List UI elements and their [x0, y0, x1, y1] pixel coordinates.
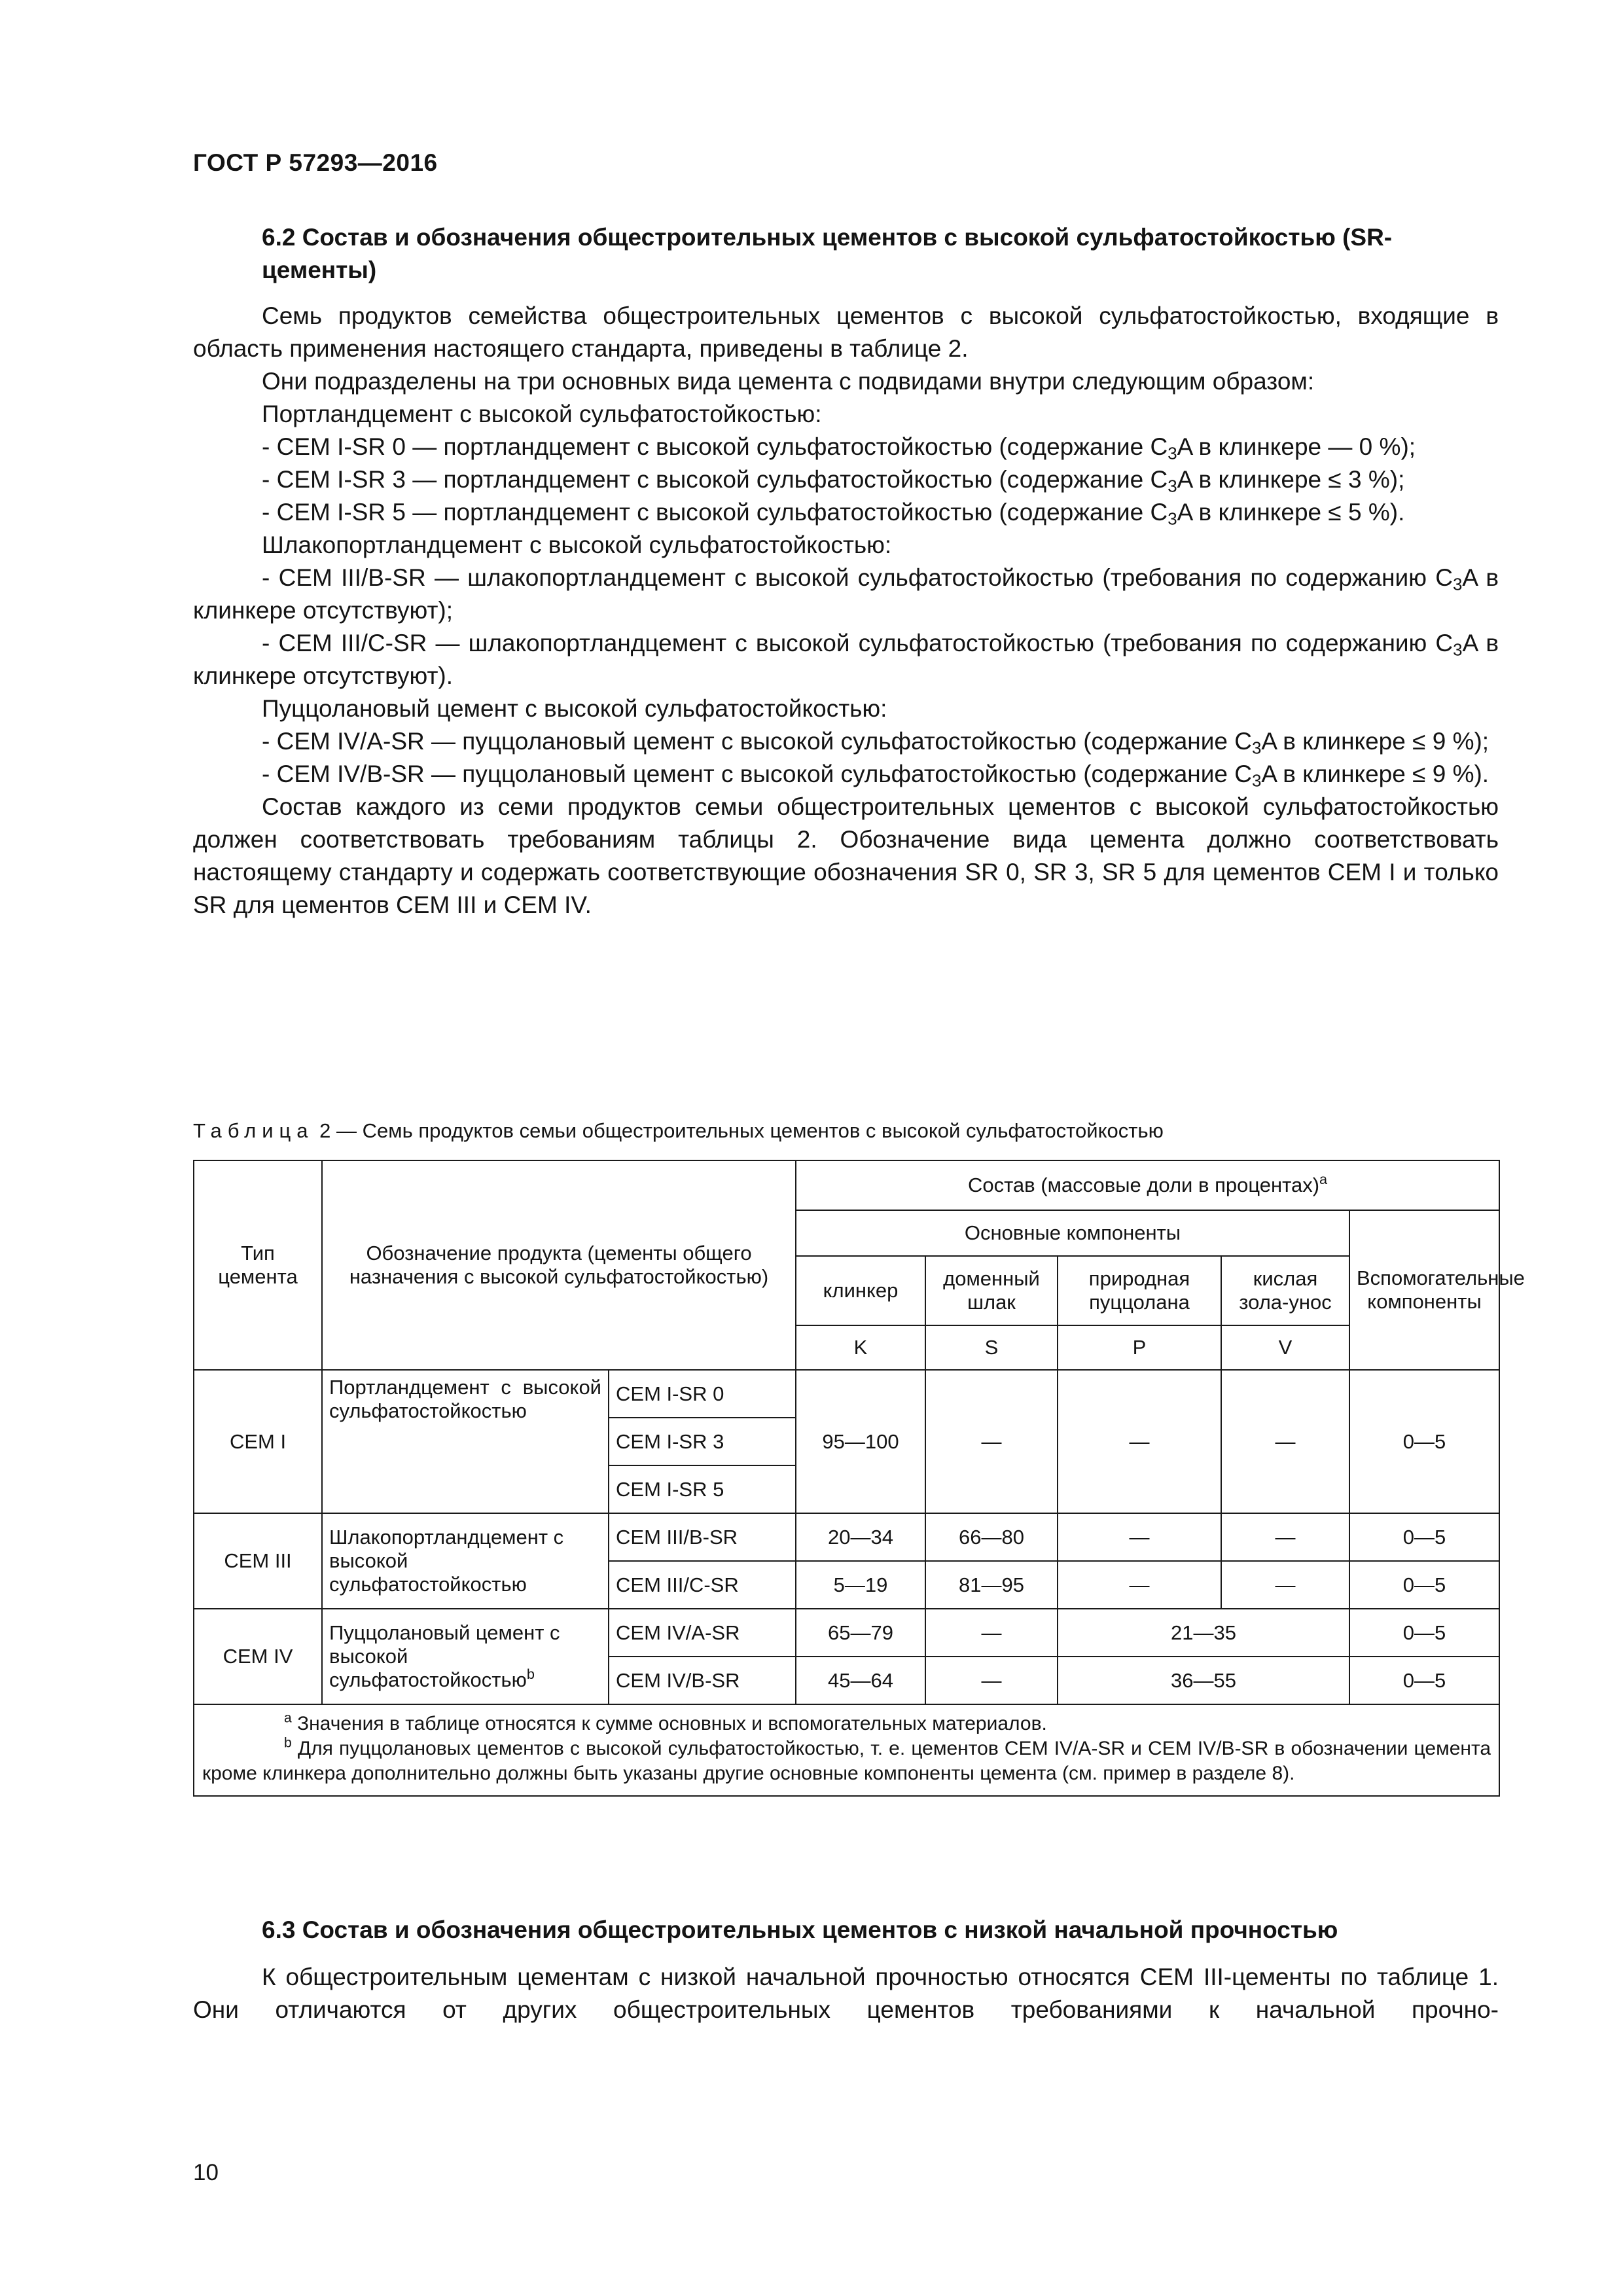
- value-cell: 0—5: [1349, 1609, 1499, 1657]
- list-item: - CEM III/C-SR — шлакопортландцемент с высокой сульфатостойкостью (требования по содержанию $C_3A$ в клинкере отсутствуют).: [193, 630, 1499, 689]
- value-cell: 5—19: [796, 1561, 925, 1609]
- section-6-3-body: [193, 1961, 1499, 2026]
- header-cement-type: Тип цемента: [194, 1160, 322, 1370]
- paragraph: Состав каждого из семи продуктов семьи общестроительных цементов с высокой сульфатостойкостью должен соответствовать требованиям таблицы 2. Обозначение вида цемента должно соответствовать настоящему стандарту и содержать соответствующие обозначения SR 0, SR 3, SR 5 для цементов CEM I и только SR для цементов CEM III и CEM IV.: [193, 793, 1499, 918]
- symbol-s: S: [925, 1325, 1058, 1370]
- value-cell: 36—55: [1058, 1657, 1349, 1704]
- list-item: - CEM I-SR 5 — портландцемент с высокой сульфатостойкостью (содержание $C_3A$ в клинкере ≤ 5 %).: [262, 499, 1405, 529]
- header-auxiliary-components: Вспомогательные компоненты: [1349, 1210, 1499, 1370]
- header-blast-furnace-slag: доменный шлак: [925, 1256, 1058, 1325]
- value-cell: —: [1221, 1561, 1349, 1609]
- section-6-2-title: 6.2 Состав и обозначения общестроительных цементов с высокой сульфатостойкостью (SR-цементы): [262, 224, 1393, 283]
- paragraph: Шлакопортландцемент с высокой сульфатостойкостью:: [262, 531, 892, 558]
- value-cell: 0—5: [1349, 1657, 1499, 1704]
- value-cell: —: [925, 1609, 1058, 1657]
- designation-cell: CEM IV/A-SR: [609, 1609, 796, 1657]
- value-cell: 81—95: [925, 1561, 1058, 1609]
- value-cell: 0—5: [1349, 1561, 1499, 1609]
- table-row: [194, 1609, 1499, 1657]
- designation-cell: CEM I-SR 3: [609, 1418, 796, 1465]
- list-item: - CEM IV/B-SR — пуццолановый цемент с высокой сульфатостойкостью (содержание $C_3A$ в клинкере ≤ 9 %).: [262, 761, 1489, 791]
- designation-cell: CEM I-SR 0: [609, 1370, 796, 1418]
- section-6-3-title: 6.3 Состав и обозначения общестроительных цементов с низкой начальной прочностью: [262, 1916, 1338, 1943]
- paragraph: Семь продуктов семейства общестроительных цементов с высокой сульфатостойкостью, входящие в область применения настоящего стандарта, приведены в таблице 2.: [193, 302, 1499, 362]
- cement-type-cem-iv: CEM IV: [194, 1609, 322, 1704]
- paragraph: Портландцемент с высокой сульфатостойкостью:: [262, 401, 822, 427]
- header-composition: Состав (массовые доли в процентах)$^a$: [796, 1160, 1499, 1210]
- value-cell: —: [1221, 1513, 1349, 1561]
- value-cell: 66—80: [925, 1513, 1058, 1561]
- value-cell: 95—100: [796, 1370, 925, 1513]
- designation-cell: CEM IV/B-SR: [609, 1657, 796, 1704]
- value-cell: 0—5: [1349, 1370, 1499, 1513]
- value-cell: —: [1058, 1513, 1221, 1561]
- list-item: - CEM I-SR 3 — портландцемент с высокой сульфатостойкостью (содержание $C_3A$ в клинкере ≤ 3 %);: [262, 466, 1405, 496]
- header-main-components: Основные компоненты: [796, 1210, 1349, 1256]
- designation-cell: CEM III/B-SR: [609, 1513, 796, 1561]
- table-row: [194, 1513, 1499, 1561]
- header-siliceous-fly-ash: кислая зола-унос: [1221, 1256, 1349, 1325]
- table-note-a: $^a$ Значения в таблице относятся к сумме основных и вспомогательных материалов.: [284, 1710, 1047, 1734]
- value-cell: —: [1058, 1370, 1221, 1513]
- paragraph: К общестроительным цементам с низкой начальной прочностью относятся CEM III-цементы по таблице 1. Они отличаются от других общестроительных цементов требованиями к начальной прочно-: [193, 1964, 1499, 2023]
- page-number: 10: [193, 2160, 219, 2185]
- section-6-2-body: [193, 300, 1499, 922]
- symbol-k: K: [796, 1325, 925, 1370]
- value-cell: —: [1221, 1370, 1349, 1513]
- cement-type-cem-iii: CEM III: [194, 1513, 322, 1609]
- product-name-pozzolanic: Пуццолановый цемент с высокой сульфатостойкостью$^b$: [322, 1609, 609, 1704]
- sr-cements-table: [193, 1160, 1525, 1797]
- table-row: [194, 1370, 1499, 1418]
- list-item: - CEM III/B-SR — шлакопортландцемент с высокой сульфатостойкостью (требования по содержанию $C_3A$ в клинкере отсутствуют);: [193, 564, 1499, 624]
- value-cell: —: [1058, 1561, 1221, 1609]
- designation-cell: CEM III/C-SR: [609, 1561, 796, 1609]
- table-notes-row: [194, 1704, 1499, 1796]
- header-clinker: клинкер: [796, 1256, 925, 1325]
- designation-cell: CEM I-SR 5: [609, 1465, 796, 1513]
- header-product-designation: Обозначение продукта (цементы общего назначения с высокой сульфатостойкостью): [322, 1160, 796, 1370]
- table-note-b: $^b$ Для пуццолановых цементов с высокой сульфатостойкостью, т. е. цементов CEM IV/A-SR и CEM IV/B-SR в обозначении цемента кроме клинкера дополнительно должны быть указаны другие основные компоненты цемента (см. пример в разделе 8).: [202, 1735, 1491, 1784]
- symbol-p: P: [1058, 1325, 1221, 1370]
- paragraph: Пуццолановый цемент с высокой сульфатостойкостью:: [262, 695, 887, 722]
- symbol-v: V: [1221, 1325, 1349, 1370]
- value-cell: —: [925, 1370, 1058, 1513]
- value-cell: 65—79: [796, 1609, 925, 1657]
- paragraph: Они подразделены на три основных вида цемента с подвидами внутри следующим образом:: [262, 368, 1315, 395]
- table-notes: [194, 1704, 1499, 1796]
- cement-type-cem-i: CEM I: [194, 1370, 322, 1513]
- value-cell: 20—34: [796, 1513, 925, 1561]
- product-name-slag-portland: Шлакопортландцемент с высокой сульфатостойкостью: [322, 1513, 609, 1609]
- value-cell: 45—64: [796, 1657, 925, 1704]
- product-name-portland: Портландцемент с высокой сульфатостойкостью: [322, 1370, 609, 1513]
- document-header: ГОСТ Р 57293—2016: [193, 149, 438, 176]
- table-caption: Таблица 2 — Семь продуктов семьи общестроительных цементов с высокой сульфатостойкостью: [193, 1119, 1164, 1142]
- list-item: - CEM I-SR 0 — портландцемент с высокой сульфатостойкостью (содержание $C_3A$ в клинкере — 0 %);: [262, 433, 1416, 463]
- value-cell: —: [925, 1657, 1058, 1704]
- value-cell: 0—5: [1349, 1513, 1499, 1561]
- value-cell: 21—35: [1058, 1609, 1349, 1657]
- header-natural-pozzolana: природная пуццолана: [1058, 1256, 1221, 1325]
- list-item: - CEM IV/A-SR — пуццолановый цемент с высокой сульфатостойкостью (содержание $C_3A$ в клинкере ≤ 9 %);: [262, 728, 1489, 758]
